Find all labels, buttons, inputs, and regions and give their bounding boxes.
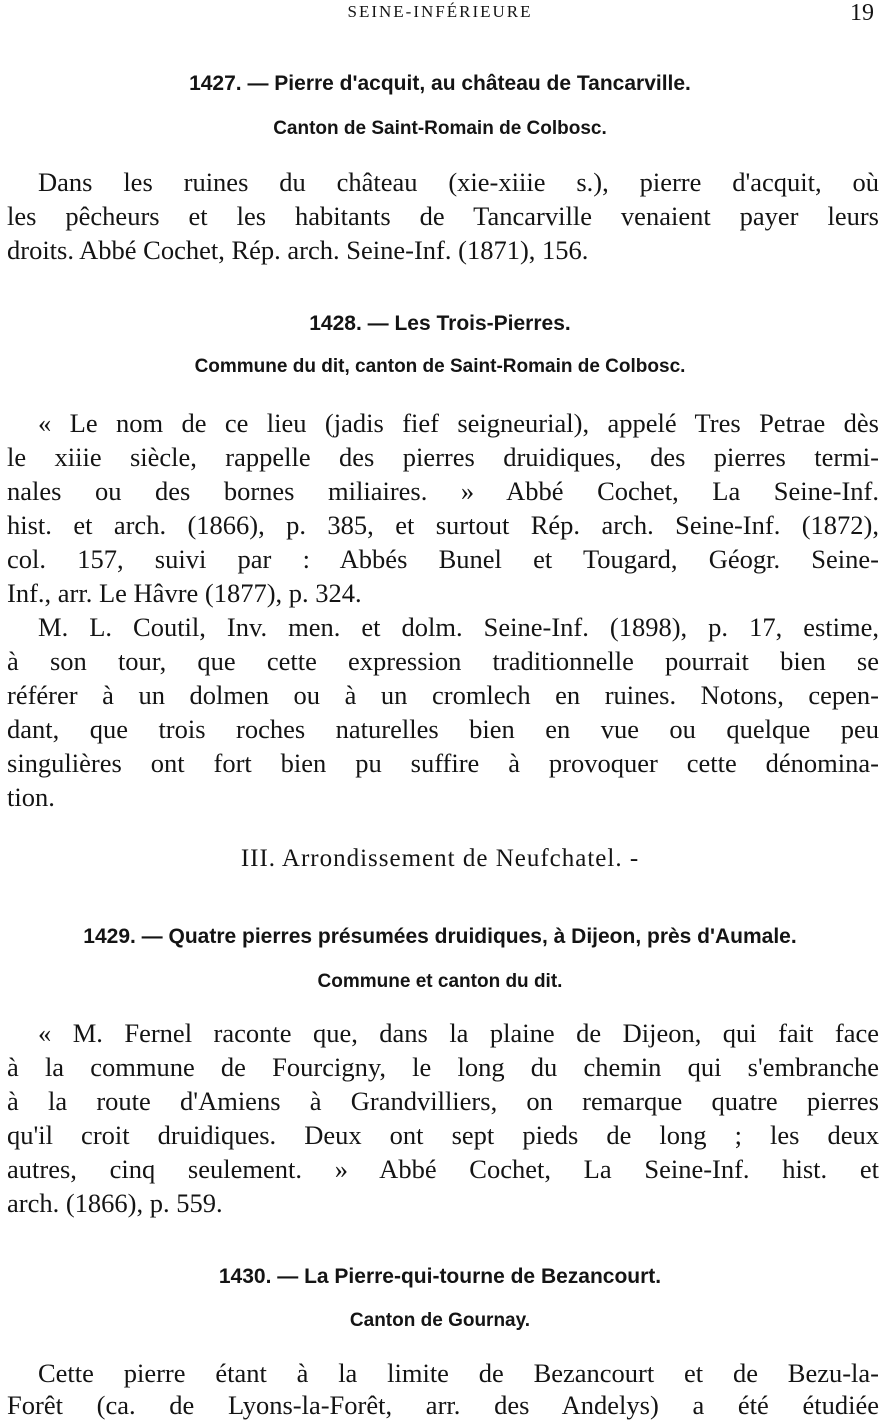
paragraph-line: le xiiie siècle, rappelle des pierres druidiques, des pierres termi- — [7, 442, 879, 472]
entry-title-1430: 1430. — La Pierre-qui-tourne de Bezancourt. — [218, 1265, 662, 1288]
section-heading: III. Arrondissement de Neufchatel. - — [240, 845, 640, 872]
paragraph-line: référer à un dolmen ou à un cromlech en ruines. Notons, cepen- — [7, 680, 879, 710]
paragraph-line: hist. et arch. (1866), p. 385, et surtout Rép. arch. Seine-Inf. (1872), — [7, 510, 879, 540]
running-head — [0, 2, 880, 28]
paragraph-line: Forêt (ca. de Lyons-la-Forêt, arr. des Andelys) a été étudiée — [7, 1390, 879, 1420]
paragraph-line: singulières ont fort bien pu suffire à provoquer cette dénomina- — [7, 748, 879, 778]
paragraph-line: à la commune de Fourcigny, le long du chemin qui s'embranche — [7, 1052, 879, 1082]
paragraph-line: qu'il croit druidiques. Deux ont sept pieds de long ; les deux — [7, 1120, 879, 1150]
paragraph-line: à son tour, que cette expression traditionnelle pourrait bien se — [7, 646, 879, 676]
paragraph-line: autres, cinq seulement. » Abbé Cochet, La Seine-Inf. hist. et — [7, 1154, 879, 1184]
paragraph-line: col. 157, suivi par : Abbés Bunel et Tougard, Géogr. Seine- — [7, 544, 879, 574]
paragraph-line: dant, que trois roches naturelles bien en vue ou quelque peu — [7, 714, 879, 744]
entry-subtitle-1427: Canton de Saint-Romain de Colbosc. — [273, 118, 607, 139]
paragraph-line: Dans les ruines du château (xie-xiiie s.), pierre d'acquit, où — [38, 167, 879, 197]
paragraph-line: Cette pierre étant à la limite de Bezancourt et de Bezu-la- — [38, 1358, 879, 1388]
paragraph-line: « Le nom de ce lieu (jadis fief seigneurial), appelé Tres Petrae dès — [38, 408, 879, 438]
paragraph-line: tion. — [7, 782, 55, 812]
paragraph-line: M. L. Coutil, Inv. men. et dolm. Seine-Inf. (1898), p. 17, estime, — [38, 612, 879, 642]
paragraph-line: droits. Abbé Cochet, Rép. arch. Seine-Inf. (1871), 156. — [7, 235, 589, 265]
entry-title-1428: 1428. — Les Trois-Pierres. — [309, 312, 571, 335]
paragraph-line: nales ou des bornes miliaires. » Abbé Cochet, La Seine-Inf. — [7, 476, 879, 506]
paragraph-line: à la route d'Amiens à Grandvilliers, on remarque quatre pierres — [7, 1086, 879, 1116]
paragraph-line: « M. Fernel raconte que, dans la plaine de Dijeon, qui fait face — [38, 1018, 879, 1048]
entry-title-1429: 1429. — Quatre pierres présumées druidiques, à Dijeon, près d'Aumale. — [83, 925, 797, 948]
entry-subtitle-1429: Commune et canton du dit. — [317, 971, 563, 992]
entry-title-1427: 1427. — Pierre d'acquit, au château de Tancarville. — [189, 72, 691, 95]
running-head-title: SEINE-INFÉRIEURE — [347, 2, 533, 21]
entry-subtitle-1430: Canton de Gournay. — [349, 1310, 531, 1331]
paragraph-line: arch. (1866), p. 559. — [7, 1188, 223, 1218]
entry-subtitle-1428: Commune du dit, canton de Saint-Romain de Colbosc. — [194, 356, 686, 377]
paragraph-line: les pêcheurs et les habitants de Tancarville venaient payer leurs — [7, 201, 879, 231]
page-number: 19 — [850, 0, 874, 26]
paragraph-line: Inf., arr. Le Hâvre (1877), p. 324. — [7, 578, 362, 608]
